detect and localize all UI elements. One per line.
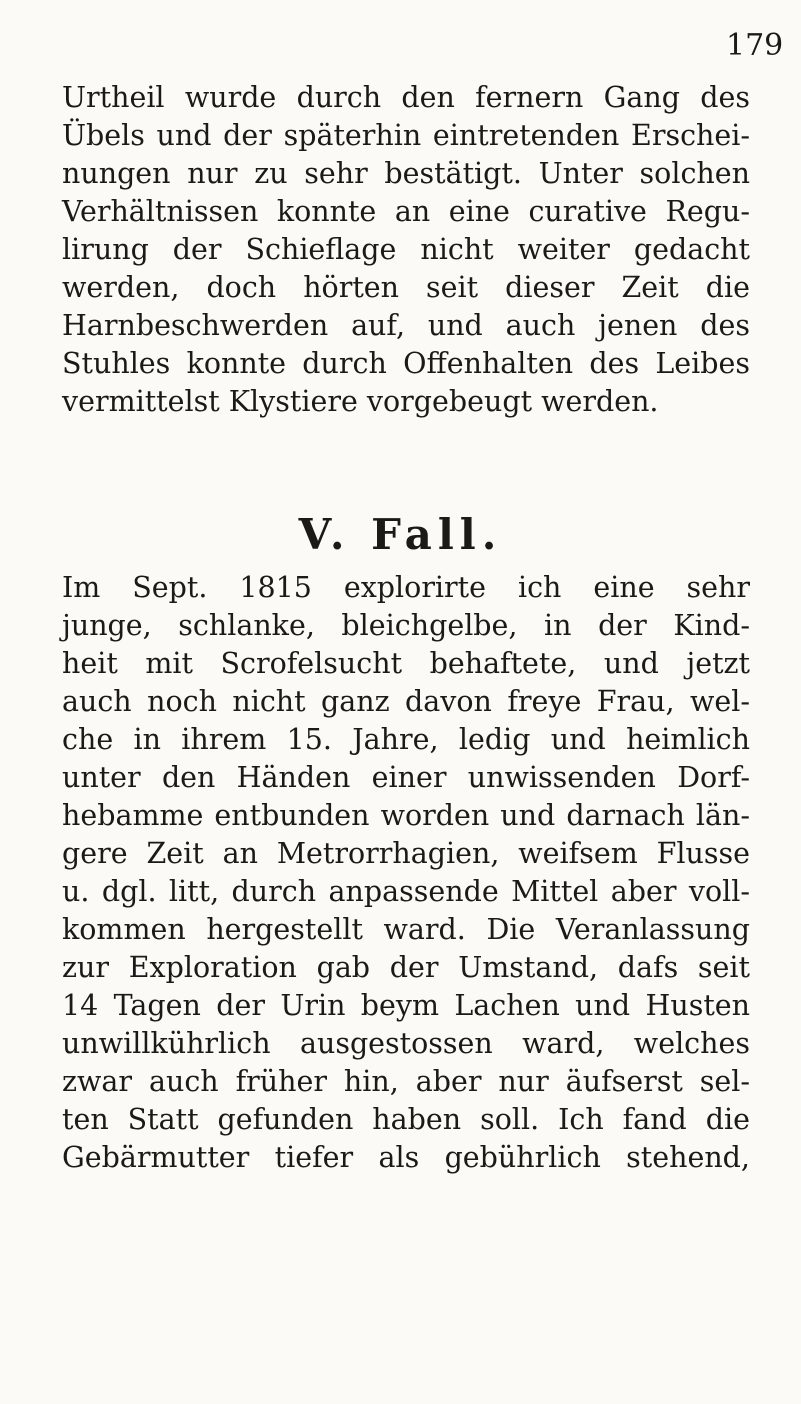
text-line: 14 Tagen der Urin beym Lachen und Husten <box>62 989 750 1022</box>
text-line: auch noch nicht ganz davon freye Frau, wel- <box>62 685 750 718</box>
text-line: Verhältnissen konnte an eine curative Regu- <box>62 195 750 228</box>
text-line: zwar auch früher hin, aber nur äufserst sel- <box>62 1065 750 1098</box>
text-line: Im Sept. 1815 explorirte ich eine sehr <box>62 571 750 604</box>
section-heading: V. Fall. <box>298 510 503 559</box>
text-line: unter den Händen einer unwissenden Dorf- <box>62 761 750 794</box>
text-line: Übels und der späterhin eintretenden Erschei- <box>62 119 750 152</box>
text-line: u. dgl. litt, durch anpassende Mittel aber voll- <box>62 875 750 908</box>
text-line: nungen nur zu sehr bestätigt. Unter solchen <box>62 157 750 190</box>
text-line: che in ihrem 15. Jahre, ledig und heimlich <box>62 723 750 756</box>
paragraph-1 <box>62 79 750 421</box>
text-line: kommen hergestellt ward. Die Veranlassung <box>62 913 750 946</box>
text-line: hebamme entbunden worden und darnach län- <box>62 799 750 832</box>
text-line: Stuhles konnte durch Offenhalten des Leibes <box>62 347 750 380</box>
text-line: junge, schlanke, bleichgelbe, in der Kind- <box>62 609 750 642</box>
text-line: gere Zeit an Metrorrhagien, weifsem Flusse <box>62 837 750 870</box>
paragraph-2 <box>62 569 750 1177</box>
text-line: Urtheil wurde durch den fernern Gang des <box>62 81 750 114</box>
text-line: werden, doch hörten seit dieser Zeit die <box>62 271 750 304</box>
text-line: vermittelst Klystiere vorgebeugt werden. <box>62 385 659 418</box>
text-line: Gebärmutter tiefer als gebührlich stehend, <box>62 1141 750 1174</box>
text-line: unwillkührlich ausgestossen ward, welches <box>62 1027 750 1060</box>
text-line: Harnbeschwerden auf, und auch jenen des <box>62 309 750 342</box>
text-line: lirung der Schieflage nicht weiter gedacht <box>62 233 750 266</box>
text-line: zur Exploration gab der Umstand, dafs seit <box>62 951 750 984</box>
text-line: ten Statt gefunden haben soll. Ich fand die <box>62 1103 750 1136</box>
text-line: heit mit Scrofelsucht behaftete, und jetzt <box>62 647 750 680</box>
page-number: 179 <box>726 28 784 63</box>
